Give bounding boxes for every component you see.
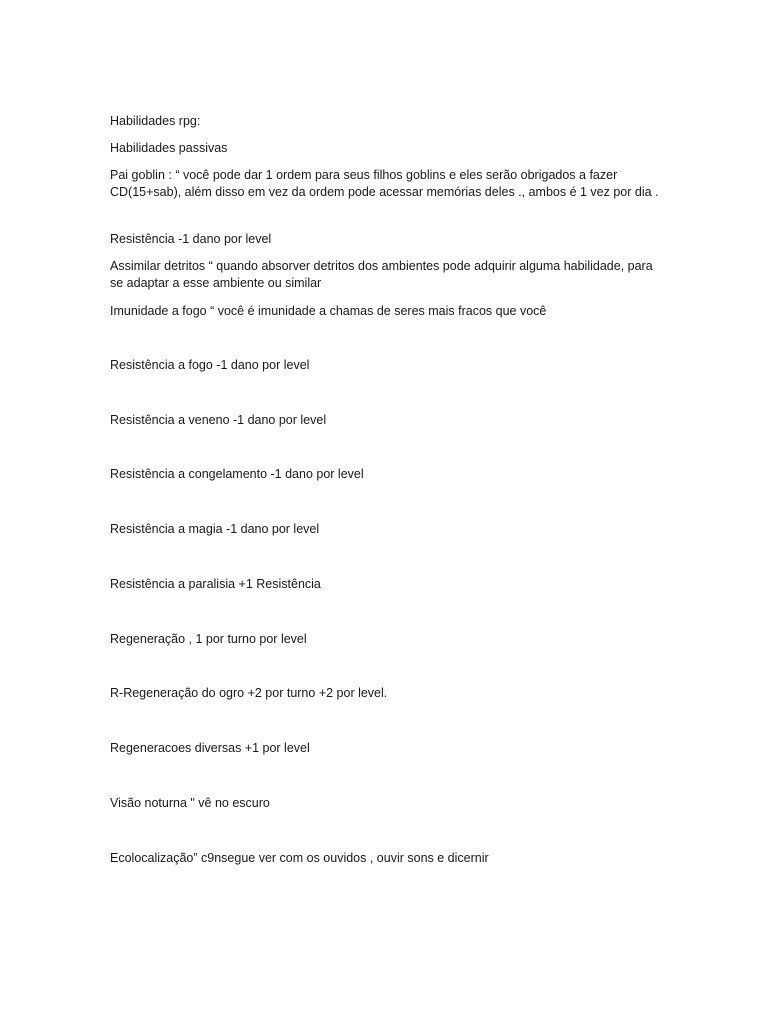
document-title: Habilidades rpg: [110, 114, 201, 128]
paragraph-ecolocalizacao: Ecolocalização” c9nsegue ver com os ouvidos , ouvir sons e dicernir [110, 851, 489, 865]
paragraph-pai-goblin: Pai goblin : “ você pode dar 1 ordem para seus filhos goblins e eles serão obrigados a fazer CD(15+sab), além disso em vez da ordem pode acessar memórias deles ., ambos é 1 vez por dia . [110, 168, 659, 199]
paragraph-resistencia-paralisia: Resistência a paralisia +1 Resistência [110, 577, 321, 591]
paragraph-resistencia-fogo: Resistência a fogo -1 dano por level [110, 358, 310, 372]
paragraph-imunidade-fogo: Imunidade a fogo “ você é imunidade a chamas de seres mais fracos que você [110, 304, 547, 318]
paragraph-assimilar-detritos: Assimilar detritos “ quando absorver detritos dos ambientes pode adquirir alguma habilidade, para se adaptar a esse ambiente ou similar [110, 259, 653, 290]
paragraph-visao-noturna: Visão noturna " vê no escuro [110, 796, 270, 810]
paragraph-resistencia: Resistência -1 dano por level [110, 232, 272, 246]
paragraph-resistencia-magia: Resistência a magia -1 dano por level [110, 522, 320, 536]
section-heading: Habilidades passivas [110, 141, 228, 155]
paragraph-regeneracao: Regeneração , 1 por turno por level [110, 632, 307, 646]
paragraph-resistencia-congelamento: Resistência a congelamento -1 dano por level [110, 467, 364, 481]
paragraph-regeneracao-ogro: R-Regeneração do ogro +2 por turno +2 por level. [110, 686, 388, 700]
paragraph-regeneracoes-diversas: Regeneracoes diversas +1 por level [110, 741, 310, 755]
paragraph-resistencia-veneno: Resistência a veneno -1 dano por level [110, 413, 327, 427]
